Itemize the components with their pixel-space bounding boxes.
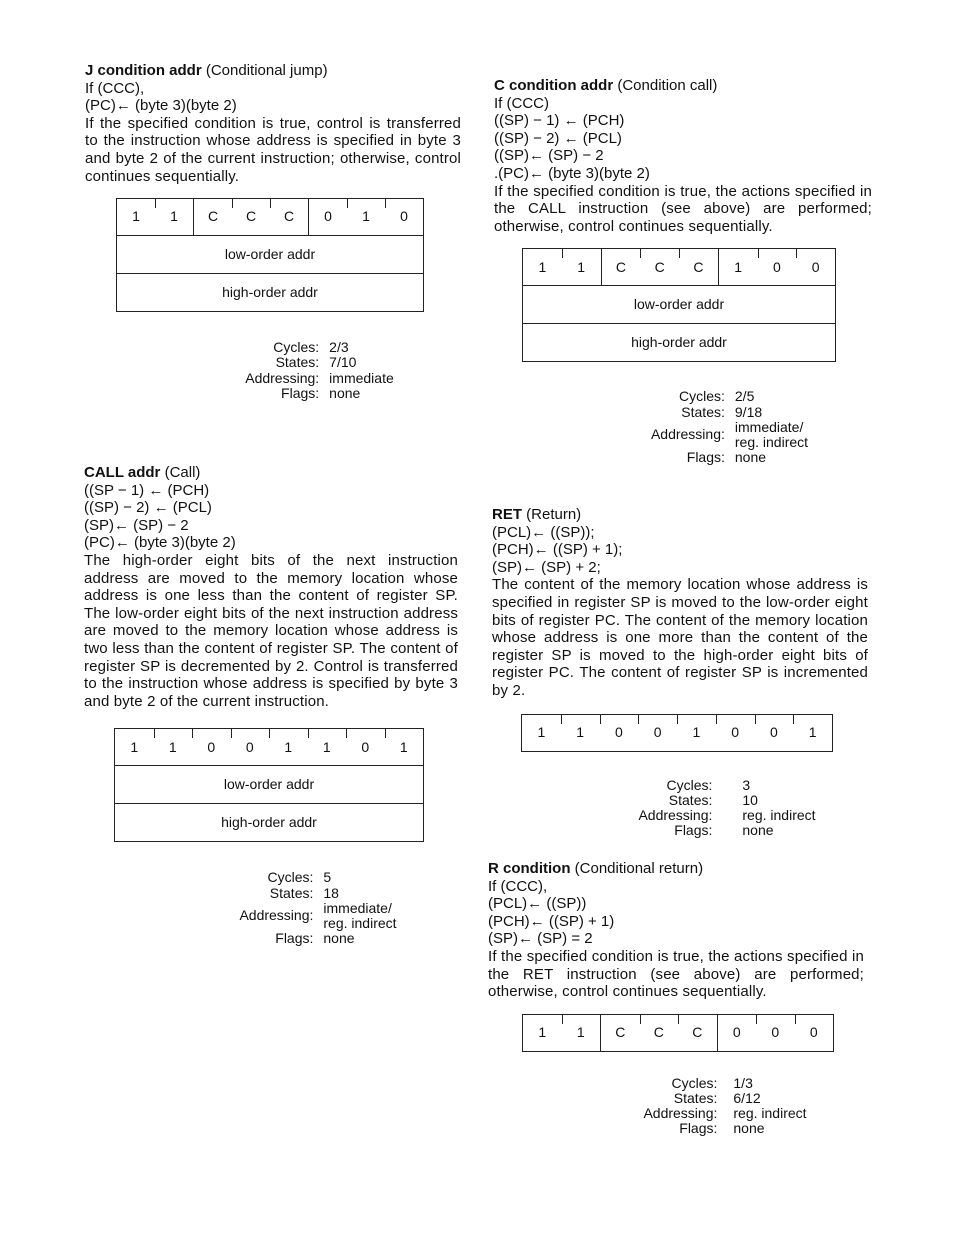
- formula-line: (PC)← (byte 3)(byte 2): [85, 97, 237, 115]
- info-key: Flags:: [674, 822, 713, 839]
- section-title: CALL addr (Call): [84, 464, 201, 481]
- formula-line: (PCL)← ((SP));: [492, 523, 595, 541]
- info-value: immediate: [329, 369, 394, 386]
- formula-line: (SP)← (SP) + 2;: [492, 558, 601, 576]
- info-key: States:: [681, 403, 725, 420]
- bit: C: [601, 249, 641, 285]
- timing-info: [178, 870, 458, 946]
- bit: 0: [717, 1015, 757, 1051]
- description: If the specified condition is true, the actions specified in the RET instruction (see above) are performed; otherwise, control continues sequentially.: [488, 947, 864, 1001]
- bit: 1: [677, 715, 716, 751]
- operand-row: high-order addr: [115, 803, 423, 841]
- bit: 1: [269, 729, 308, 765]
- bit: 1: [793, 715, 832, 751]
- formula-line: (PC)← (byte 3)(byte 2): [84, 534, 236, 552]
- timing-info: [587, 389, 872, 465]
- bit: 0: [716, 715, 755, 751]
- info-value: none: [323, 930, 355, 947]
- description: The content of the memory location whose address is specified in register SP is moved to the low-order eight bits of register PC. The content of the memory location whose address is one more than the content of the register SP is moved to the high-order eight bits of register PC. The content of register SP is incremented by 2.: [492, 576, 868, 699]
- operand-row: low-order addr: [117, 235, 423, 273]
- info-value: 10: [742, 791, 758, 808]
- info-key: States:: [668, 791, 713, 808]
- operand-row: low-order addr: [523, 285, 835, 323]
- formula-line: (PCL)← ((SP)): [488, 895, 587, 913]
- bit: 0: [600, 715, 639, 751]
- opcode-bits: [115, 729, 423, 765]
- formula-line: If (CCC): [494, 94, 549, 112]
- bit: 0: [192, 729, 231, 765]
- section-call: [84, 464, 458, 946]
- formula-line: (SP)← (SP) − 2: [84, 516, 189, 534]
- info-key: Flags:: [679, 1120, 718, 1137]
- bit: 0: [756, 1015, 795, 1051]
- info-value: 2/3: [329, 339, 349, 356]
- section-ccond: [494, 77, 872, 465]
- info-value: none: [734, 449, 767, 466]
- bit: 0: [308, 199, 347, 235]
- section-rcond: [488, 860, 864, 1137]
- description: If the specified condition is true, the actions specified in the CALL instruction (see above) are performed; otherwise, control continues sequentially.: [494, 182, 872, 235]
- timing-info: [178, 340, 461, 401]
- info-value: 18: [323, 884, 339, 901]
- formula-line: (SP)← (SP) = 2: [488, 930, 593, 948]
- bit: 1: [155, 199, 193, 235]
- instruction-format: [521, 714, 833, 752]
- description: The high-order eight bits of the next instruction address are moved to the memory location whose address is one less than the content of register SP. The low-order eight bits of the next instruction address are moved to the memory location whose address is two less than the content of register SP. The content of register SP is decremented by 2. Control is transferred to the instruction whose address is specified by byte 3 and byte 2 of the current instruction.: [84, 551, 458, 710]
- formula-line: ((SP) − 2) ← (PCL): [84, 499, 212, 517]
- bit: C: [193, 199, 232, 235]
- info-key: States:: [673, 1089, 718, 1106]
- formula-line: (PCH)← ((SP) + 1);: [492, 541, 623, 559]
- formula-line: ((SP)← (SP) − 2: [494, 147, 604, 165]
- info-key: Flags:: [686, 449, 725, 466]
- bit: C: [232, 199, 270, 235]
- info-key: Cycles:: [273, 339, 320, 356]
- bit: C: [270, 199, 308, 235]
- operand-row: low-order addr: [115, 765, 423, 803]
- info-value: reg. indirect: [733, 1105, 807, 1122]
- info-value: 9/18: [734, 403, 763, 420]
- bit: 1: [538, 1023, 547, 1040]
- opcode-bits: [522, 715, 832, 751]
- info-key: Cycles:: [678, 388, 725, 405]
- formula-line: If (CCC),: [488, 877, 548, 895]
- info-value: 1/3: [733, 1074, 753, 1091]
- opcode-bits: [523, 249, 835, 285]
- bit: C: [678, 1015, 717, 1051]
- opcode-bits: [523, 1015, 833, 1051]
- info-value: immediate/ reg. indirect: [323, 899, 397, 931]
- timing-info: [586, 778, 868, 839]
- info-value: none: [329, 384, 361, 401]
- info-key: Addressing:: [638, 806, 713, 823]
- formula-line: ((SP) − 2) ← (PCL): [494, 129, 622, 147]
- info-value: 2/5: [734, 388, 755, 405]
- bit: C: [679, 249, 718, 285]
- section-title: J condition addr (Conditional jump): [85, 62, 328, 79]
- bit: 1: [347, 199, 385, 235]
- timing-info: [586, 1076, 864, 1137]
- instruction-format: [522, 1014, 834, 1052]
- section-ret: [492, 506, 868, 838]
- info-value: immediate/ reg. indirect: [734, 418, 809, 450]
- bit: 0: [796, 249, 835, 285]
- bit: 0: [346, 729, 385, 765]
- bit: 1: [562, 1015, 601, 1051]
- info-key: Flags:: [275, 930, 314, 947]
- info-value: reg. indirect: [742, 806, 816, 823]
- formula-line: If (CCC),: [85, 79, 145, 97]
- section-title: R condition (Conditional return): [488, 860, 704, 877]
- info-key: Cycles:: [666, 776, 713, 793]
- bit: C: [600, 1015, 640, 1051]
- formula-line: (PCH)← ((SP) + 1): [488, 912, 615, 930]
- bit: 1: [538, 258, 547, 275]
- info-value: 7/10: [329, 354, 357, 371]
- info-key: Flags:: [281, 384, 320, 401]
- opcode-bits: [117, 199, 423, 235]
- section-jcond: [85, 62, 461, 401]
- bit: 0: [231, 729, 270, 765]
- bit: 1: [132, 208, 140, 225]
- bit: C: [640, 249, 679, 285]
- bit: 1: [562, 249, 601, 285]
- formula-line: ((SP) − 1) ← (PCH): [494, 112, 625, 130]
- info-key: States:: [269, 884, 314, 901]
- description: If the specified condition is true, control is transferred to the instruction whose address is specified in byte 3 and byte 2 of the current instruction; otherwise, control continues sequentially.: [85, 114, 461, 185]
- bit: 1: [385, 729, 424, 765]
- info-value: none: [733, 1120, 765, 1137]
- section-title: C condition addr (Condition call): [494, 77, 718, 94]
- info-key: Addressing:: [650, 426, 725, 443]
- info-value: none: [742, 822, 774, 839]
- bit: 1: [130, 738, 139, 755]
- instruction-format: [116, 198, 424, 312]
- bit: 1: [537, 723, 546, 740]
- bit: 1: [308, 729, 347, 765]
- info-key: Cycles:: [267, 869, 314, 886]
- info-value: 6/12: [733, 1089, 761, 1106]
- bit: 0: [795, 1015, 834, 1051]
- info-key: Cycles:: [671, 1074, 718, 1091]
- bit: C: [640, 1015, 679, 1051]
- instruction-format: [522, 248, 836, 362]
- info-value: 3: [742, 776, 751, 793]
- bit: 1: [718, 249, 758, 285]
- bit: 1: [561, 715, 600, 751]
- info-key: Addressing:: [643, 1105, 718, 1122]
- operand-row: high-order addr: [523, 323, 835, 361]
- section-title: RET (Return): [492, 506, 582, 523]
- bit: 1: [154, 729, 193, 765]
- info-value: 5: [323, 869, 332, 886]
- formula-line: .(PC)← (byte 3)(byte 2): [494, 164, 650, 182]
- info-key: Addressing:: [239, 907, 314, 924]
- bit: 0: [758, 249, 797, 285]
- bit: 0: [638, 715, 677, 751]
- info-key: States:: [275, 354, 320, 371]
- bit: 0: [385, 199, 423, 235]
- operand-row: high-order addr: [117, 273, 423, 311]
- info-key: Addressing:: [245, 369, 320, 386]
- bit: 0: [755, 715, 794, 751]
- instruction-format: [114, 728, 424, 842]
- formula-line: ((SP − 1) ← (PCH): [84, 481, 210, 499]
